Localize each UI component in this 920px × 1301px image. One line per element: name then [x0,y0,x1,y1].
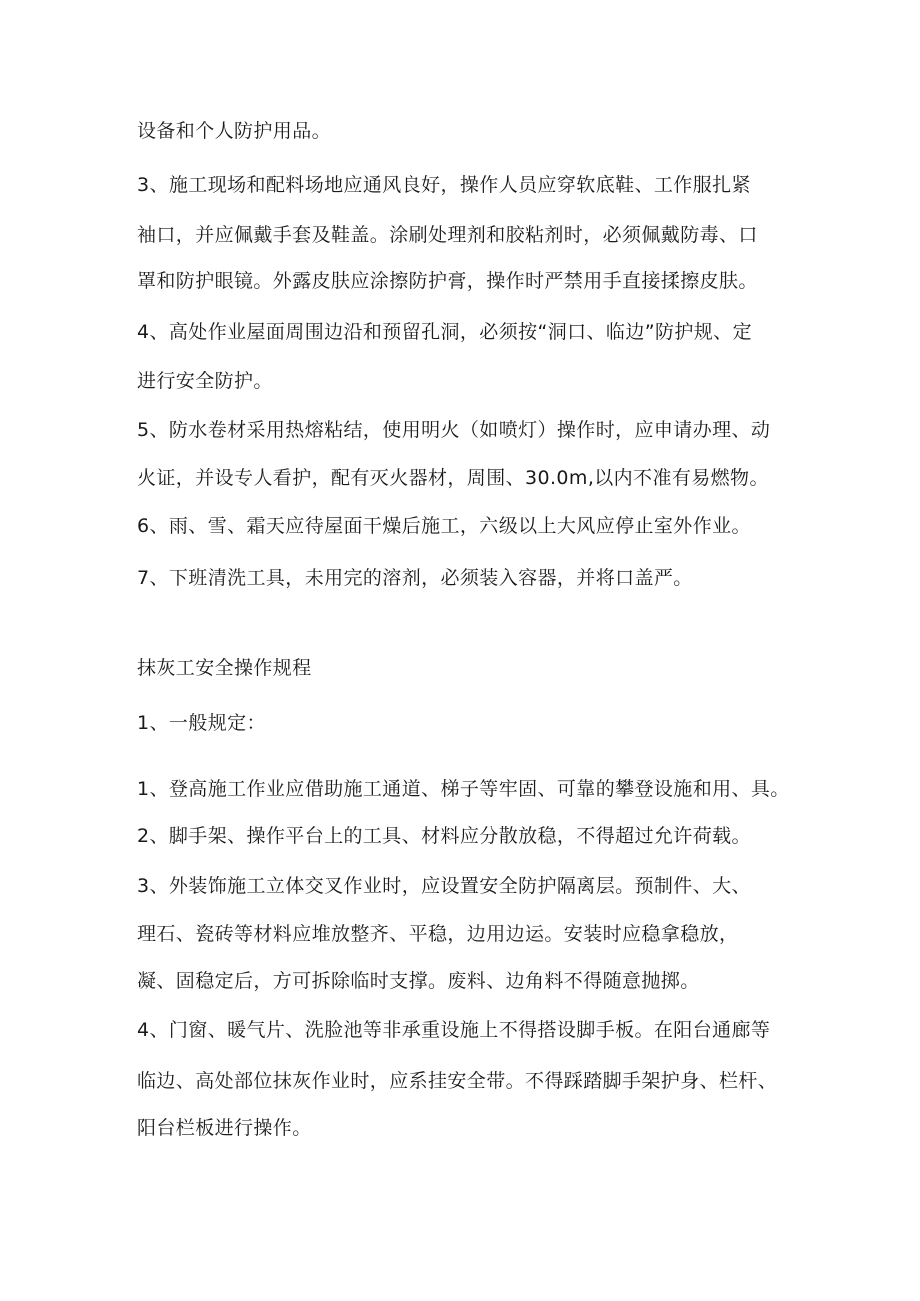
section-title: 抹灰工安全操作规程 [137,657,312,679]
section-subtitle: 1、一般规定： [137,712,266,734]
text-line: 进行安全防护。 [137,370,273,392]
text-line: 4、高处作业屋面周围边沿和预留孔洞，必须按“洞口、临边”防护规、定 [137,321,752,343]
text-line: 罩和防护眼镜。外露皮肤应涂擦防护膏，操作时严禁用手直接揉擦皮肤。 [137,270,758,292]
text-line: 4、门窗、暖气片、洗脸池等非承重设施上不得搭设脚手板。在阳台通廊等 [137,1019,771,1041]
text-line: 3、施工现场和配料场地应通风良好，操作人员应穿软底鞋、工作服扎紧 [137,174,751,196]
text-line: 火证，并设专人看护，配有灭火器材，周围、30.0m,以内不准有易燃物。 [137,467,769,489]
text-line: 理石、瓷砖等材料应堆放整齐、平稳，边用边运。安装时应稳拿稳放， [137,923,739,945]
text-line: 凝、固稳定后，方可拆除临时支撑。废料、边角料不得随意抛掷。 [137,970,700,992]
text-line: 5、防水卷材采用热熔粘结，使用明火（如喷灯）操作时，应申请办理、动 [137,419,771,441]
text-line: 2、脚手架、操作平台上的工具、材料应分散放稳，不得超过允许荷载。 [137,825,751,847]
text-line: 7、下班清洗工具，未用完的溶剂，必须装入容器，并将口盖严。 [137,567,693,589]
text-line: 设备和个人防护用品。 [137,120,332,142]
text-line: 3、外装饰施工立体交叉作业时，应设置安全防护隔离层。预制件、大、 [137,875,751,897]
text-line: 阳台栏板进行操作。 [137,1117,312,1139]
text-line: 临边、高处部位抹灰作业时，应系挂安全带。不得踩踏脚手架护身、栏杆、 [137,1070,778,1092]
text-line: 袖口，并应佩戴手套及鞋盖。涂刷处理剂和胶粘剂时，必须佩戴防毒、口 [137,224,758,246]
text-line: 1、登高施工作业应借助施工通道、梯子等牢固、可靠的攀登设施和用、具。 [137,778,790,800]
text-line: 6、雨、雪、霜天应待屋面干燥后施工，六级以上大风应停止室外作业。 [137,515,751,537]
